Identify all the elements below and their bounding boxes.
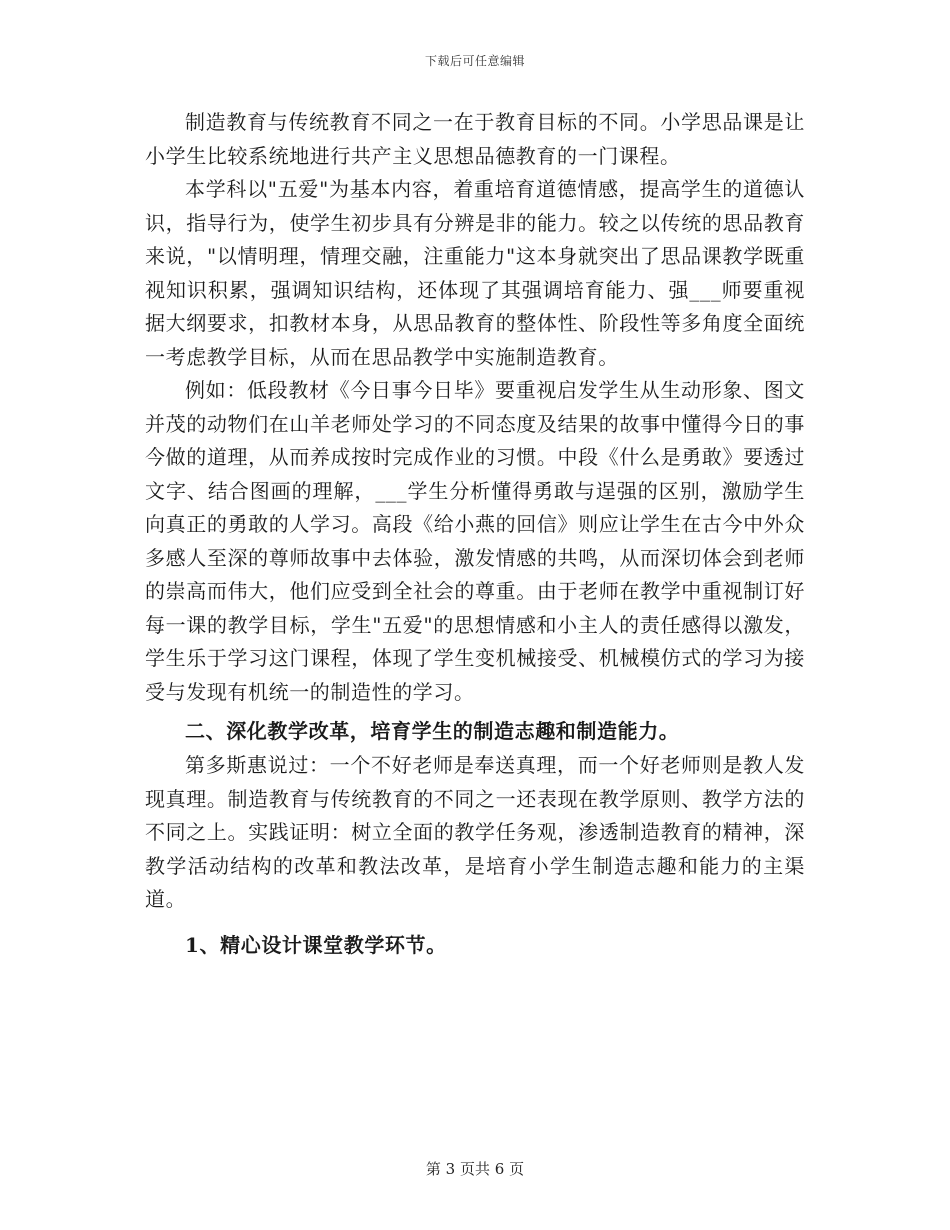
page-footer: 第 3 页共 6 页 xyxy=(425,1160,525,1178)
subsection-heading: 1、精心设计课堂教学环节。 xyxy=(185,932,447,957)
paragraph-teaching-reform: 第多斯惠说过：一个不好老师是奉送真理，而一个好老师则是教人发现真理。制造教育与传统教育的不同之一还表现在教学原则、教学方法的不同之上。实践证明：树立全面的教学任务观，渗透制造教育的精神，深教学活动结构的改革和教法改革，是培育小学生制造志趣和能力的主渠道。 xyxy=(145,753,805,911)
paragraph-examples: 例如：低段教材《今日事今日毕》要重视启发学生从生动形象、图文并茂的动物们在山羊老师处学习的不同态度及结果的故事中懂得今日的事今做的道理，从而养成按时完成作业的习惯。中段《什么是勇敢》要透过文字、结合图画的理解，___学生分析懂得勇敢与逞强的区别，激励学生向真正的勇敢的人学习。高段《给小燕的回信》则应让学生在古今中外众多感人至深的尊师故事中去体验，激发情感的共鸣，从而深切体会到老师的崇高而伟大，他们应受到全社会的尊重。由于老师在教学中重视制订好每一课的教学目标，学生"五爱"的思想情感和小主人的责任感得以激发，学生乐于学习这门课程，体现了学生变机械接受、机械模仿式的学习为接受与发现有机统一的制造性的学习。 xyxy=(145,378,805,704)
document-body xyxy=(145,106,805,963)
section-heading: 二、深化教学改革，培育学生的制造志趣和制造能力。 xyxy=(185,719,680,743)
page-header: 下载后可任意编辑 xyxy=(424,54,525,68)
paragraph-education-goals: 制造教育与传统教育不同之一在于教育目标的不同。小学思品课是让小学生比较系统地进行共产主义思想品德教育的一门课程。 xyxy=(145,110,805,168)
paragraph-subject-content: 本学科以"五爱"为基本内容，着重培育道德情感，提高学生的道德认识，指导行为，使学生初步具有分辨是非的能力。较之以传统的思品教育来说，"以情明理，情理交融，注重能力"这本身就突出了思品课教学既重视知识积累，强调知识结构，还体现了其强调培育能力、强___师要重视据大纲要求，扣教材本身，从思品教育的整体性、阶段性等多角度全面统一考虑教学目标，从而在思品教学中实施制造教育。 xyxy=(145,177,805,369)
